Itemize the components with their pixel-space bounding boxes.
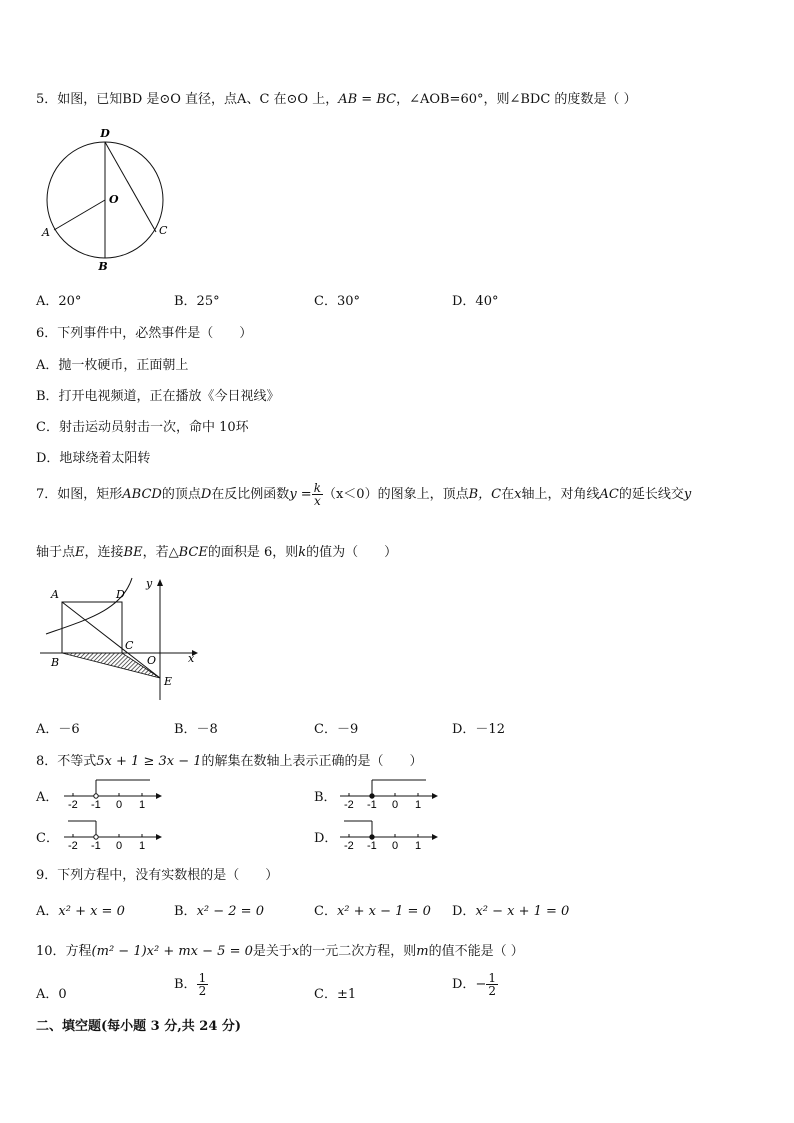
q7-label-d: D	[116, 588, 125, 601]
q7-d: D	[200, 487, 212, 502]
tick-label: -1	[91, 799, 101, 810]
q8-option-d-letter: D．	[314, 831, 338, 846]
q7-line2-b: ，连接	[84, 545, 124, 560]
q7-stem-line1	[36, 482, 691, 507]
q7-abcd: ABCD	[122, 487, 162, 502]
q7-label-y: y	[146, 577, 153, 590]
q10-equation: (m² − 1)x² + mx − 5 = 0	[91, 944, 253, 959]
tick-label: -1	[91, 840, 101, 851]
q5-stem-tail: ，∠AOB=60°，则∠BDC 的度数是（ ）	[396, 92, 637, 107]
q8-option-a-letter: A．	[36, 790, 59, 805]
q9-option-b-letter: B．	[174, 904, 197, 919]
q5-option-b: B．25°	[174, 294, 220, 309]
q7-domain: （x＜0）	[322, 487, 378, 502]
q9-option-b	[174, 900, 264, 919]
q10-option-a	[36, 983, 67, 1002]
q7-text-c: 在反比例函数	[211, 487, 290, 502]
solid-dot	[370, 835, 374, 839]
q7-option-d: D．－12	[452, 722, 505, 737]
q9-stem: 9．下列方程中，没有实数根的是（ ）	[36, 868, 279, 883]
q10-option-b-fraction	[197, 972, 209, 997]
tick-label: 0	[392, 840, 399, 851]
q6-option-b: B．打开电视频道，正在播放《今日视线》	[36, 389, 280, 404]
q7-line2-d: 的面积是 6，则	[207, 545, 299, 560]
q8-option-a-numberline	[62, 774, 166, 810]
q9-option-a-letter: A．	[36, 904, 59, 919]
open-dot	[94, 794, 98, 798]
q10-text-a: 10．方程	[36, 944, 92, 959]
segment-dc	[105, 142, 156, 232]
q8-option-c-letter: C．	[36, 831, 59, 846]
segment-oa	[54, 200, 105, 230]
q7-option-a: A．－6	[36, 722, 80, 737]
q10-m: m	[416, 944, 429, 959]
q5-stem	[36, 88, 637, 107]
q9-option-a	[36, 900, 125, 919]
q5-option-d: D．40°	[452, 294, 499, 309]
q10-option-d-den: 2	[488, 984, 496, 998]
q7-func-den: x	[313, 494, 321, 508]
q10-stem	[36, 940, 524, 959]
q5-arc-equality: AB = BC	[338, 92, 397, 107]
q10-option-a-letter: A．	[36, 987, 59, 1002]
q7-func-num: k	[313, 481, 321, 495]
q7-label-e: E	[164, 675, 173, 688]
triangle-bce-shaded	[62, 653, 160, 678]
tick-label: 1	[415, 840, 422, 851]
q10-text-b: 是关于	[252, 944, 292, 959]
q8-text-a: 8．不等式	[36, 754, 97, 769]
q10-option-b	[174, 972, 208, 997]
q9-option-c	[314, 900, 431, 919]
q7-line2-c: ，若△	[142, 545, 179, 560]
q10-option-b-den: 2	[198, 984, 207, 998]
q9-option-d-expr: x² − x + 1 = 0	[475, 904, 570, 919]
q10-option-d-num: 1	[488, 971, 496, 985]
q7-be: BE	[123, 545, 143, 560]
solid-dot	[370, 794, 374, 798]
q7-bce: BCE	[178, 545, 208, 560]
q7-e: E	[75, 545, 85, 560]
q8-stem	[36, 750, 423, 769]
label-d: D	[100, 127, 110, 140]
tick-label: -2	[68, 799, 78, 810]
open-dot	[94, 835, 98, 839]
tick-label: 0	[116, 799, 123, 810]
tick-label: -1	[367, 840, 377, 851]
q10-x: x	[291, 944, 300, 959]
q7-line2-e: 的值为（ ）	[306, 545, 398, 560]
q7-k: k	[298, 545, 307, 560]
q6-option-c: C．射击运动员射击一次，命中 10环	[36, 420, 249, 435]
hyperbola-curve	[46, 578, 132, 634]
q8-option-b-numberline	[338, 774, 442, 810]
q7-text-a: 7．如图，矩形	[36, 487, 123, 502]
label-a: A	[42, 226, 50, 239]
q10-option-c-letter: C．	[314, 987, 337, 1002]
q8-option-c-numberline	[62, 815, 166, 851]
q7-figure	[36, 570, 206, 705]
q6-option-d: D．地球绕着太阳转	[36, 451, 151, 466]
q7-y: y	[683, 487, 692, 502]
y-axis-arrow-icon	[157, 579, 163, 586]
diagonal-ac-extended	[62, 602, 160, 678]
q10-option-d-sign: −	[475, 977, 487, 992]
q7-label-x: x	[188, 652, 195, 665]
q7-ac: AC	[599, 487, 619, 502]
q5-option-c: C．30°	[314, 294, 360, 309]
q7-func-fraction	[312, 482, 323, 507]
q8-option-b-letter: B．	[314, 790, 337, 805]
q10-text-c: 的一元二次方程，则	[299, 944, 417, 959]
tick-label: -2	[344, 840, 354, 851]
q7-text-e: 在	[501, 487, 515, 502]
q10-option-b-letter: B．	[174, 977, 197, 992]
q7-label-c: C	[125, 639, 134, 652]
q5-stem-text: 5．如图，已知BD 是⊙O 直径，点A、C 在⊙O 上，	[36, 92, 339, 107]
q7-label-a: A	[51, 588, 59, 601]
q8-option-d-numberline	[338, 815, 442, 851]
q10-option-c-value: ±1	[336, 987, 357, 1002]
q7-line2-a: 轴于点	[36, 545, 76, 560]
q9-option-d	[452, 900, 569, 919]
q9-option-c-expr: x² + x − 1 = 0	[336, 904, 431, 919]
q9-option-b-expr: x² − 2 = 0	[196, 904, 264, 919]
q5-option-a: A．20°	[36, 294, 82, 309]
q7-x: x	[514, 487, 522, 502]
q10-option-a-value: 0	[58, 987, 67, 1002]
q7-text-f: 轴上，对角线	[521, 487, 600, 502]
label-c: C	[159, 224, 168, 237]
q9-option-c-letter: C．	[314, 904, 337, 919]
q9-option-a-expr: x² + x = 0	[58, 904, 125, 919]
tick-label: -1	[367, 799, 377, 810]
q10-option-d	[452, 972, 498, 997]
q10-option-b-num: 1	[198, 971, 207, 985]
label-b: B	[98, 260, 108, 273]
q7-func-y: y =	[289, 487, 312, 502]
q10-option-d-letter: D．	[452, 977, 476, 992]
q6-stem: 6．下列事件中，必然事件是（ ）	[36, 326, 253, 341]
q7-option-b: B．－8	[174, 722, 218, 737]
q7-text-b: 的顶点	[161, 487, 201, 502]
q7-text-g: 的延长线交	[618, 487, 684, 502]
q8-inequality: 5x + 1 ≥ 3x − 1	[96, 754, 202, 769]
q7-label-o: O	[147, 654, 157, 667]
tick-label: 1	[415, 799, 422, 810]
q5-circle-figure	[36, 124, 186, 274]
q7-stem-line2	[36, 541, 397, 560]
q8-text-b: 的解集在数轴上表示正确的是（ ）	[201, 754, 423, 769]
tick-label: 1	[139, 840, 146, 851]
label-o: O	[109, 193, 119, 206]
tick-label: 0	[392, 799, 399, 810]
q9-option-d-letter: D．	[452, 904, 476, 919]
q10-text-d: 的值不能是（ ）	[428, 944, 524, 959]
q10-option-c	[314, 983, 356, 1002]
tick-label: -2	[344, 799, 354, 810]
q7-bc: B，C	[468, 487, 502, 502]
section-2-title: 二、填空题(每小题 3 分,共 24 分)	[36, 1019, 242, 1034]
tick-label: 0	[116, 840, 123, 851]
tick-label: -2	[68, 840, 78, 851]
rectangle-abcd	[62, 602, 122, 653]
q10-option-d-fraction	[486, 972, 498, 997]
q7-label-b: B	[51, 656, 60, 669]
tick-label: 1	[139, 799, 146, 810]
q7-text-d: 的图象上，顶点	[377, 487, 469, 502]
q6-option-a: A．抛一枚硬币，正面朝上	[36, 358, 189, 373]
q7-option-c: C．－9	[314, 722, 359, 737]
